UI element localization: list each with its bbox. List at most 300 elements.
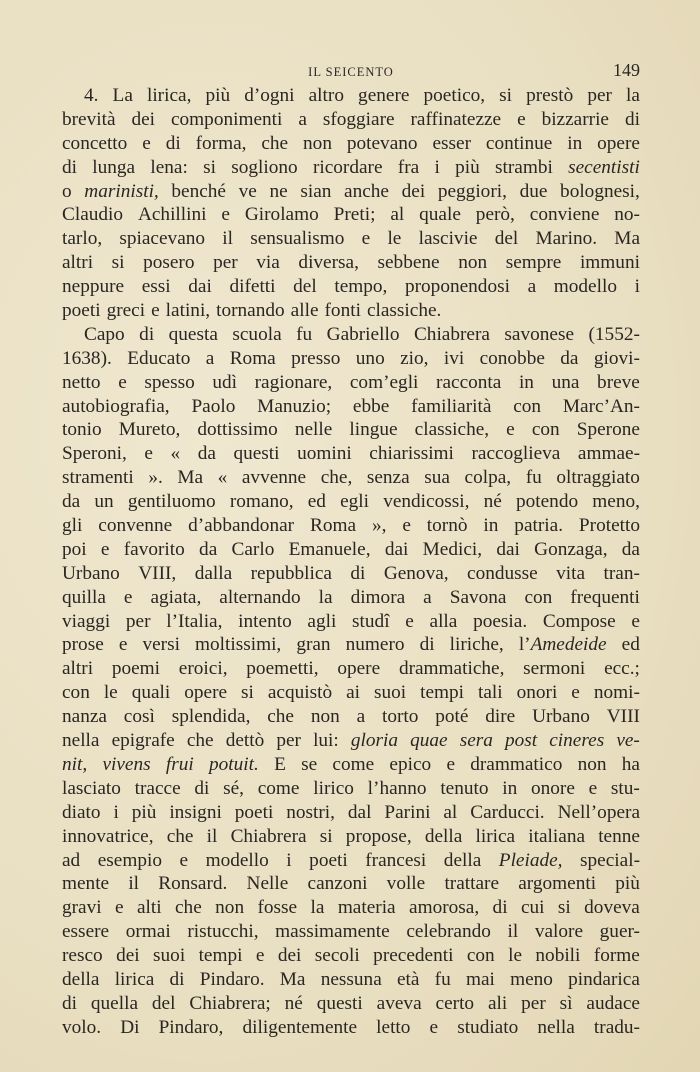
text: di [419,634,435,656]
text: fonti [324,300,361,322]
italic-text: gloria [350,730,399,752]
text-line [62,610,640,634]
word [309,84,344,108]
word [62,442,127,466]
word [258,777,300,801]
text: immuni [579,252,640,274]
text: meno, [592,491,640,513]
text: suoi [374,682,407,704]
text: ali [487,992,508,1014]
text: forma, [195,132,247,154]
word [124,538,185,562]
text: le [103,682,118,704]
text: romano, [229,491,294,513]
word [337,657,380,681]
word [132,801,157,825]
word [614,227,640,251]
text: ormai [125,921,171,943]
text: Manuzio; [257,395,332,417]
word [166,299,210,323]
word [484,490,502,514]
word [246,657,318,681]
text: dai [496,538,520,560]
word [594,681,640,705]
word [226,729,265,753]
text: studî [352,610,390,632]
word [423,538,482,562]
text: sé, [223,777,244,799]
word [560,180,640,204]
text: esser [432,132,471,154]
word [325,299,361,323]
text: volle [386,873,426,895]
word [94,490,113,514]
text: no- [614,204,640,226]
text: lingue [349,419,398,441]
word [257,395,331,419]
text: continue [485,132,553,154]
text: Roma [309,515,357,537]
text: strambi [495,156,553,178]
word [558,896,571,920]
word [191,395,235,419]
word [383,490,469,514]
text: a [423,586,432,608]
word [384,801,430,825]
word [238,610,292,634]
text: argomenti [518,873,597,895]
text: epico [389,753,432,775]
text: d’abbandonar [188,515,295,537]
word [611,777,640,801]
word [207,825,218,849]
word [458,251,487,275]
text: opere [597,132,640,154]
text: due [519,180,548,202]
text: pindarica [568,968,640,990]
word [308,490,326,514]
text: tali [478,682,503,704]
word [570,586,640,610]
word [209,753,259,777]
text: conviene [529,204,600,226]
text: in [567,132,583,154]
word [101,538,110,562]
text: poeti [234,801,274,823]
text: modello [553,276,617,298]
text: lena: [150,156,188,178]
word [353,395,389,419]
text: della [424,825,463,847]
word [397,968,419,992]
word [148,466,162,490]
word [62,395,170,419]
word [301,753,317,777]
text: materia [337,897,396,919]
text: esempio [97,849,162,871]
word [153,944,185,968]
text: la [310,897,325,919]
word [218,466,228,490]
word [450,586,507,610]
text: uno [355,347,385,369]
word [435,705,468,729]
text: proponendosi [404,276,510,298]
word [351,729,398,753]
word [382,705,418,729]
text: autobiografia, [62,395,170,417]
text: di [194,777,210,799]
text: dei [131,108,156,130]
text: di [62,992,77,1014]
text: il [206,825,218,847]
word [239,180,257,204]
text: poeti [62,300,101,322]
word [115,896,124,920]
text: condusse [467,562,538,584]
text: oltraggiato [556,467,640,489]
text: tempi [420,682,465,704]
word [504,323,574,347]
text: uomini [297,443,352,465]
text-line [62,562,640,586]
text: e [588,777,598,799]
text: VIII [606,706,640,728]
text: con [513,395,542,417]
text: innovatrice, [62,825,154,847]
text: nanza [62,706,107,728]
word [169,801,222,825]
word [410,729,447,753]
word [132,681,171,705]
text: frequenti [570,586,640,608]
text: dottissimo [197,419,278,441]
word [296,633,330,657]
word [460,729,493,753]
word [62,872,109,896]
word [62,490,80,514]
text: convenne [98,515,173,537]
word [420,681,464,705]
word [142,132,151,156]
word [526,84,573,108]
text: Carlo [231,538,275,560]
text: brevità [62,108,116,130]
text: amorosa, [409,897,480,919]
word [616,729,640,753]
word [62,251,93,275]
text: Paolo [191,395,236,417]
word [387,872,426,896]
word [213,251,238,275]
text: special- [580,849,640,871]
word [235,801,274,825]
text: anche [344,180,389,202]
text: un [94,491,114,513]
word [510,968,553,992]
word [62,156,77,180]
word [167,825,194,849]
text: insigni [169,801,222,823]
italic-text: nit, [62,753,88,775]
word [444,849,481,873]
text: come [257,777,300,799]
word [102,753,150,777]
word [483,514,498,538]
word [592,490,640,514]
text: che [261,132,289,154]
word [535,920,583,944]
text: Urbano [62,562,120,584]
text: sebbene [377,252,440,274]
word [296,323,312,347]
italic-text: vivens [102,753,151,775]
word [298,108,307,132]
word [169,323,218,347]
word [443,801,457,825]
word [319,586,333,610]
word [521,992,546,1016]
word [300,180,331,204]
text: onore [530,777,575,799]
text: sian [300,180,332,202]
word [232,538,275,562]
word [411,108,502,132]
text: si [241,682,254,704]
text: lasciato [62,777,121,799]
word [84,84,98,108]
text: Nelle [246,873,289,895]
text: ed [621,634,640,656]
word [159,1016,224,1040]
word [212,371,237,395]
word [62,299,101,323]
word [98,514,172,538]
text: di [624,108,640,130]
word [584,896,640,920]
text: vendicossi, [383,491,470,513]
word [152,992,176,1016]
word [119,227,205,251]
text-line [62,801,640,825]
text: spiacevano [119,228,206,250]
word [519,371,534,395]
word [62,992,77,1016]
text-line [62,466,640,490]
word [367,466,410,490]
text: splendida, [171,706,251,728]
text: 4. [84,85,99,106]
text: intento [238,610,292,632]
word [62,633,104,657]
text: sempre [505,252,562,274]
word [112,251,125,275]
word [495,156,553,180]
word [571,681,580,705]
word [135,777,181,801]
text: Claudio [62,204,124,226]
text: poté [435,706,469,728]
word [334,203,376,227]
word [594,347,640,371]
word [62,729,99,753]
text: si [499,85,513,106]
text: diato [62,801,101,823]
text: giovi- [593,347,640,369]
word [604,657,640,681]
word [84,323,125,347]
paragraph [62,323,640,1040]
word [543,610,616,634]
word [62,944,103,968]
word [295,418,332,442]
word [113,84,133,108]
word [350,562,365,586]
text: acquistò [267,682,333,704]
word [62,920,109,944]
text: tornando [216,300,285,322]
word [635,275,640,299]
word [467,944,495,968]
word [62,896,102,920]
word [139,323,154,347]
word [313,729,339,753]
text: tenuto [440,777,489,799]
word [206,347,215,371]
word [373,944,453,968]
text: e [144,443,153,465]
text-line [62,633,640,657]
text: essi [141,276,171,298]
word [230,347,276,371]
word [124,586,133,610]
text: sogliono [231,156,298,178]
text: potendo [515,491,579,513]
word [62,227,102,251]
word [349,418,397,442]
text: non [458,252,488,274]
text-line [62,514,640,538]
word [558,801,640,825]
text: Emanuele, [288,538,371,560]
text: netto [62,371,101,393]
text: ebbe [352,395,390,417]
text: ecc.; [604,658,640,680]
word [424,466,450,490]
word [286,849,291,873]
word [549,729,604,753]
word [344,180,389,204]
text-line [62,825,640,849]
word [62,180,72,204]
text: più [455,156,480,178]
word [425,825,462,849]
word [256,944,265,968]
text: presso [291,347,341,369]
word [62,466,134,490]
text: e [179,849,189,871]
word [315,944,360,968]
text-line [62,729,640,753]
text: La [112,85,133,106]
text: la [318,586,333,608]
text: altro [308,85,344,106]
word [229,275,275,299]
word [256,251,280,275]
word [137,896,162,920]
text: breve [597,371,640,393]
text: di [139,323,155,345]
text-line [62,442,640,466]
text: favorito [123,538,185,560]
word [526,466,542,490]
text: Achillini [137,204,207,226]
text-line [62,586,640,610]
text-line [62,395,640,419]
text: drammatico [470,753,563,775]
word [505,729,537,753]
text: questi [233,443,280,465]
word [107,299,146,323]
word [188,275,212,299]
text: che [175,897,202,919]
word [241,681,254,705]
word [187,920,258,944]
text-line [62,753,640,777]
text-line [62,896,640,920]
text: scuola [232,323,282,345]
text: che [166,825,194,847]
word [120,1016,139,1040]
word [291,347,340,371]
word [415,418,489,442]
text: ed [307,491,326,513]
text: Marino. [535,228,598,250]
word [171,442,181,466]
text: poetico, [423,85,486,106]
word [622,753,640,777]
text: il [222,228,233,250]
text: sua [424,467,450,489]
word [310,514,356,538]
word [476,203,515,227]
word [126,610,151,634]
word [368,777,427,801]
word [199,944,243,968]
word [436,992,475,1016]
text: non [310,706,340,728]
word [622,538,640,562]
text: tenne [598,825,640,847]
word [357,705,366,729]
text: vita [556,562,586,584]
text: tracce [134,777,181,799]
word [166,753,194,777]
word [334,275,387,299]
text: e [429,1016,439,1038]
text: da [197,443,216,465]
text: di [350,562,366,584]
running-title: IL SEICENTO [308,65,394,79]
text: della [443,849,482,871]
text: della [62,968,100,990]
word [188,514,294,538]
text-line [62,1016,640,1040]
word [517,681,558,705]
text: che [267,706,294,728]
page-number: 149 [613,60,640,80]
text: fu [525,467,542,489]
